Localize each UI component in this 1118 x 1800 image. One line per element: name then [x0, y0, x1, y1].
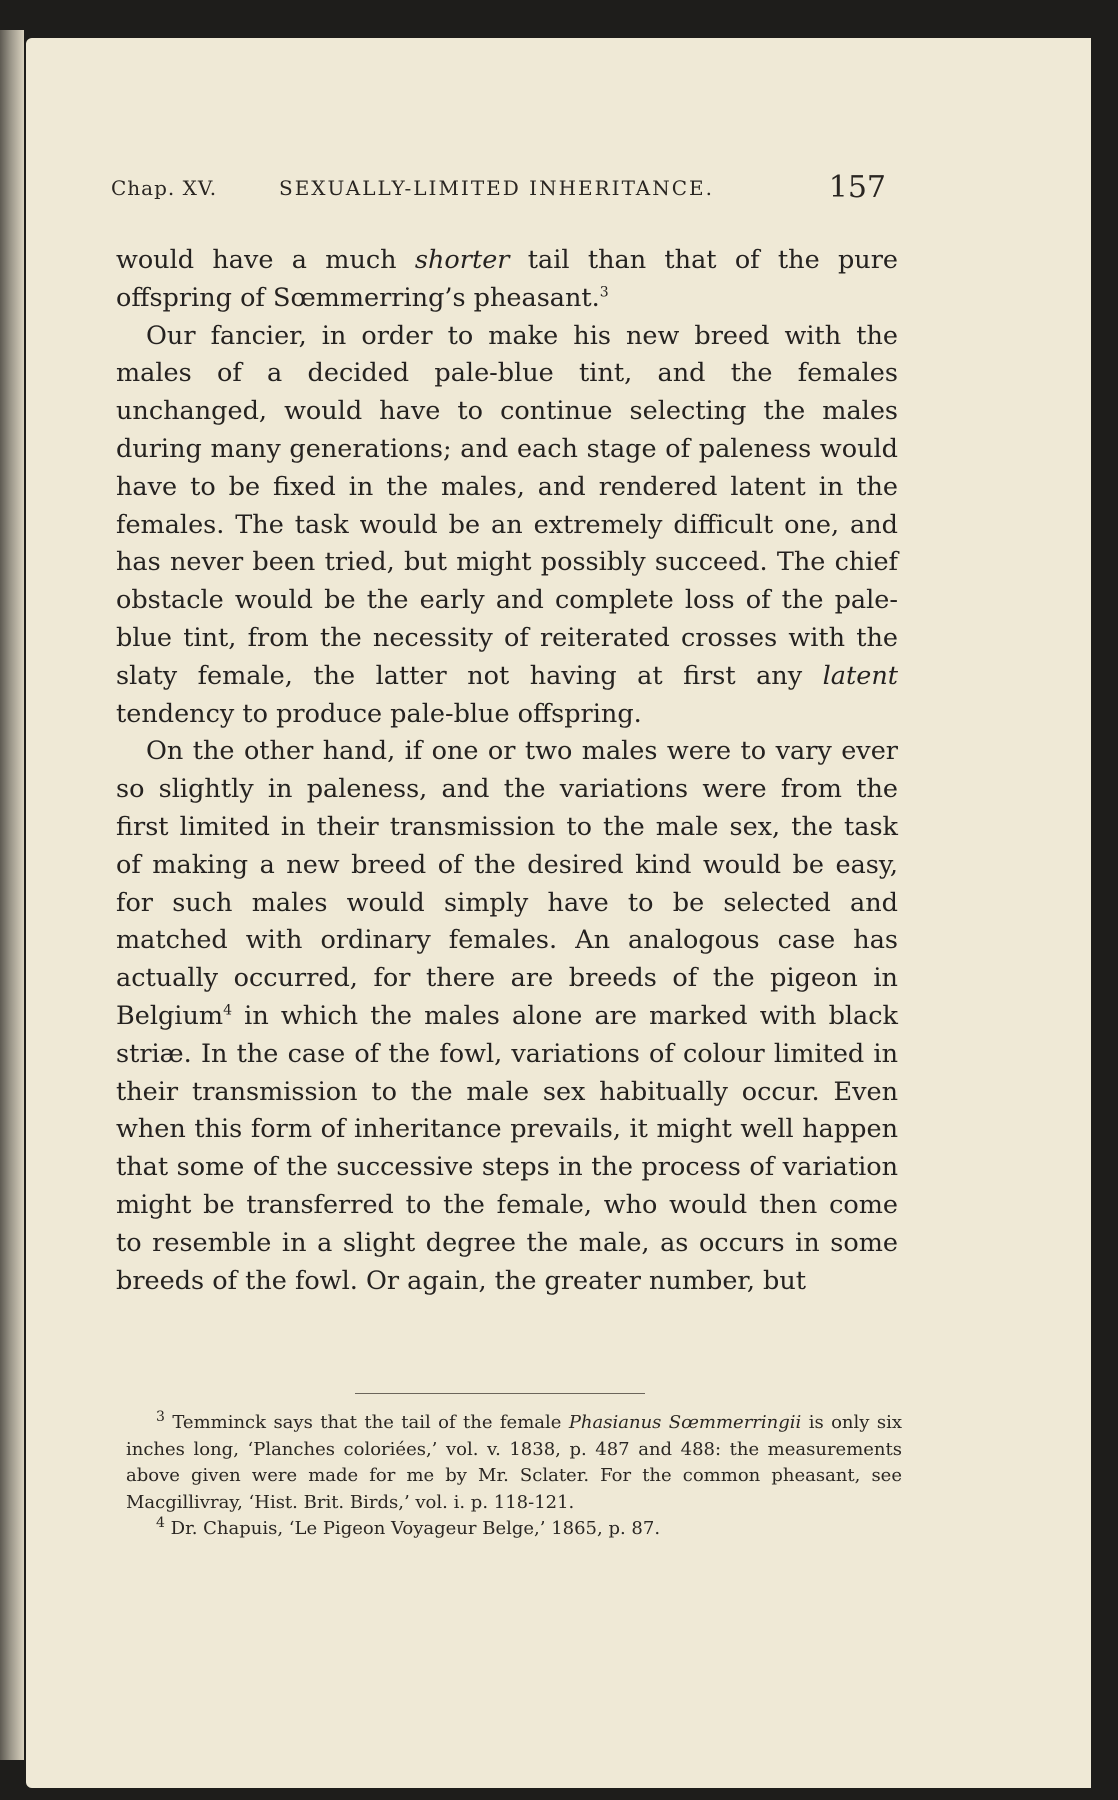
paragraph-1 [116, 242, 898, 318]
footnote-3 [126, 1410, 902, 1516]
text-run: tail than that of the pure offspring of Sœmmerring’s pheasant. [116, 245, 898, 313]
text-run: tendency to produce pale-blue offspring. [116, 698, 642, 729]
page-number: 157 [828, 170, 886, 205]
running-header [111, 170, 886, 210]
paragraph-2 [116, 318, 898, 734]
text-run: Our fancier, in order to make his new breed with the males of a decided pale-blue tint, and the females unchanged, would have to continue selecting the males during many generations; and each stage of paleness would have to be fixed in the males, and rendered latent in the females. The task would be an extremely difficult one, and has never been tried, but might possibly succeed. The chief obstacle would be the early and complete loss of the pale-blue tint, from the necessity of reiterated crosses with the slaty female, the latter not having at first any [116, 320, 898, 691]
text-run: On the other hand, if one or two males were to vary ever so slightly in paleness, and the variations were from the first limited in their transmission to the male sex, the task of making a new breed of the desired kind would be easy, for such males would simply have to be selected and matched with ordinary females. An analogous case has actually occurred, for there are breeds of the pigeon in Belgium [116, 736, 898, 1031]
emphasis: latent [822, 660, 898, 691]
text-run: would have a much [116, 245, 415, 275]
emphasis: shorter [414, 245, 510, 275]
footnote-divider [355, 1393, 645, 1394]
paragraph-3 [116, 733, 898, 1300]
emphasis: Phasianus Sœmmerringii [568, 1412, 802, 1433]
text-run: in which the males alone are marked with black striæ. In the case of the fowl, variations of colour limited in their transmission to the male sex habitually occur. Even when this form of inheritance prevails, it might well happen that some of the successive steps in the process of variation might be transferred to the female, who would then come to resemble in a slight degree the male, as occurs in some breeds of the fowl. Or again, the greater number, but [116, 1000, 898, 1296]
footnote-mark: 3 [156, 1409, 165, 1425]
footnotes [126, 1410, 902, 1543]
footnote-mark: 4 [156, 1515, 165, 1532]
footnote-4 [126, 1516, 902, 1543]
text-run: Dr. Chapuis, ‘Le Pigeon Voyageur Belge,’ 1865, p. 87. [164, 1518, 661, 1540]
text-run: Temminck says that the tail of the female [164, 1412, 569, 1433]
text-run: is only six inches long, ‘Planches coloriées,’ vol. v. 1838, p. 487 and 488: the measurements above given were made for me by Mr. Sclater. For the common pheasant, see Macgillivray, ‘Hist. Brit. Birds,’ vol. i. p. 118-121. [126, 1412, 902, 1513]
running-title: SEXUALLY-LIMITED INHERITANCE. [279, 176, 715, 200]
footnote-ref-3[interactable]: 3 [599, 284, 609, 301]
footnote-ref-4[interactable]: 4 [223, 1002, 232, 1019]
body-text [116, 242, 898, 1300]
chapter-label: Chap. XV. [111, 176, 218, 200]
adjacent-page-edge [0, 30, 24, 1760]
